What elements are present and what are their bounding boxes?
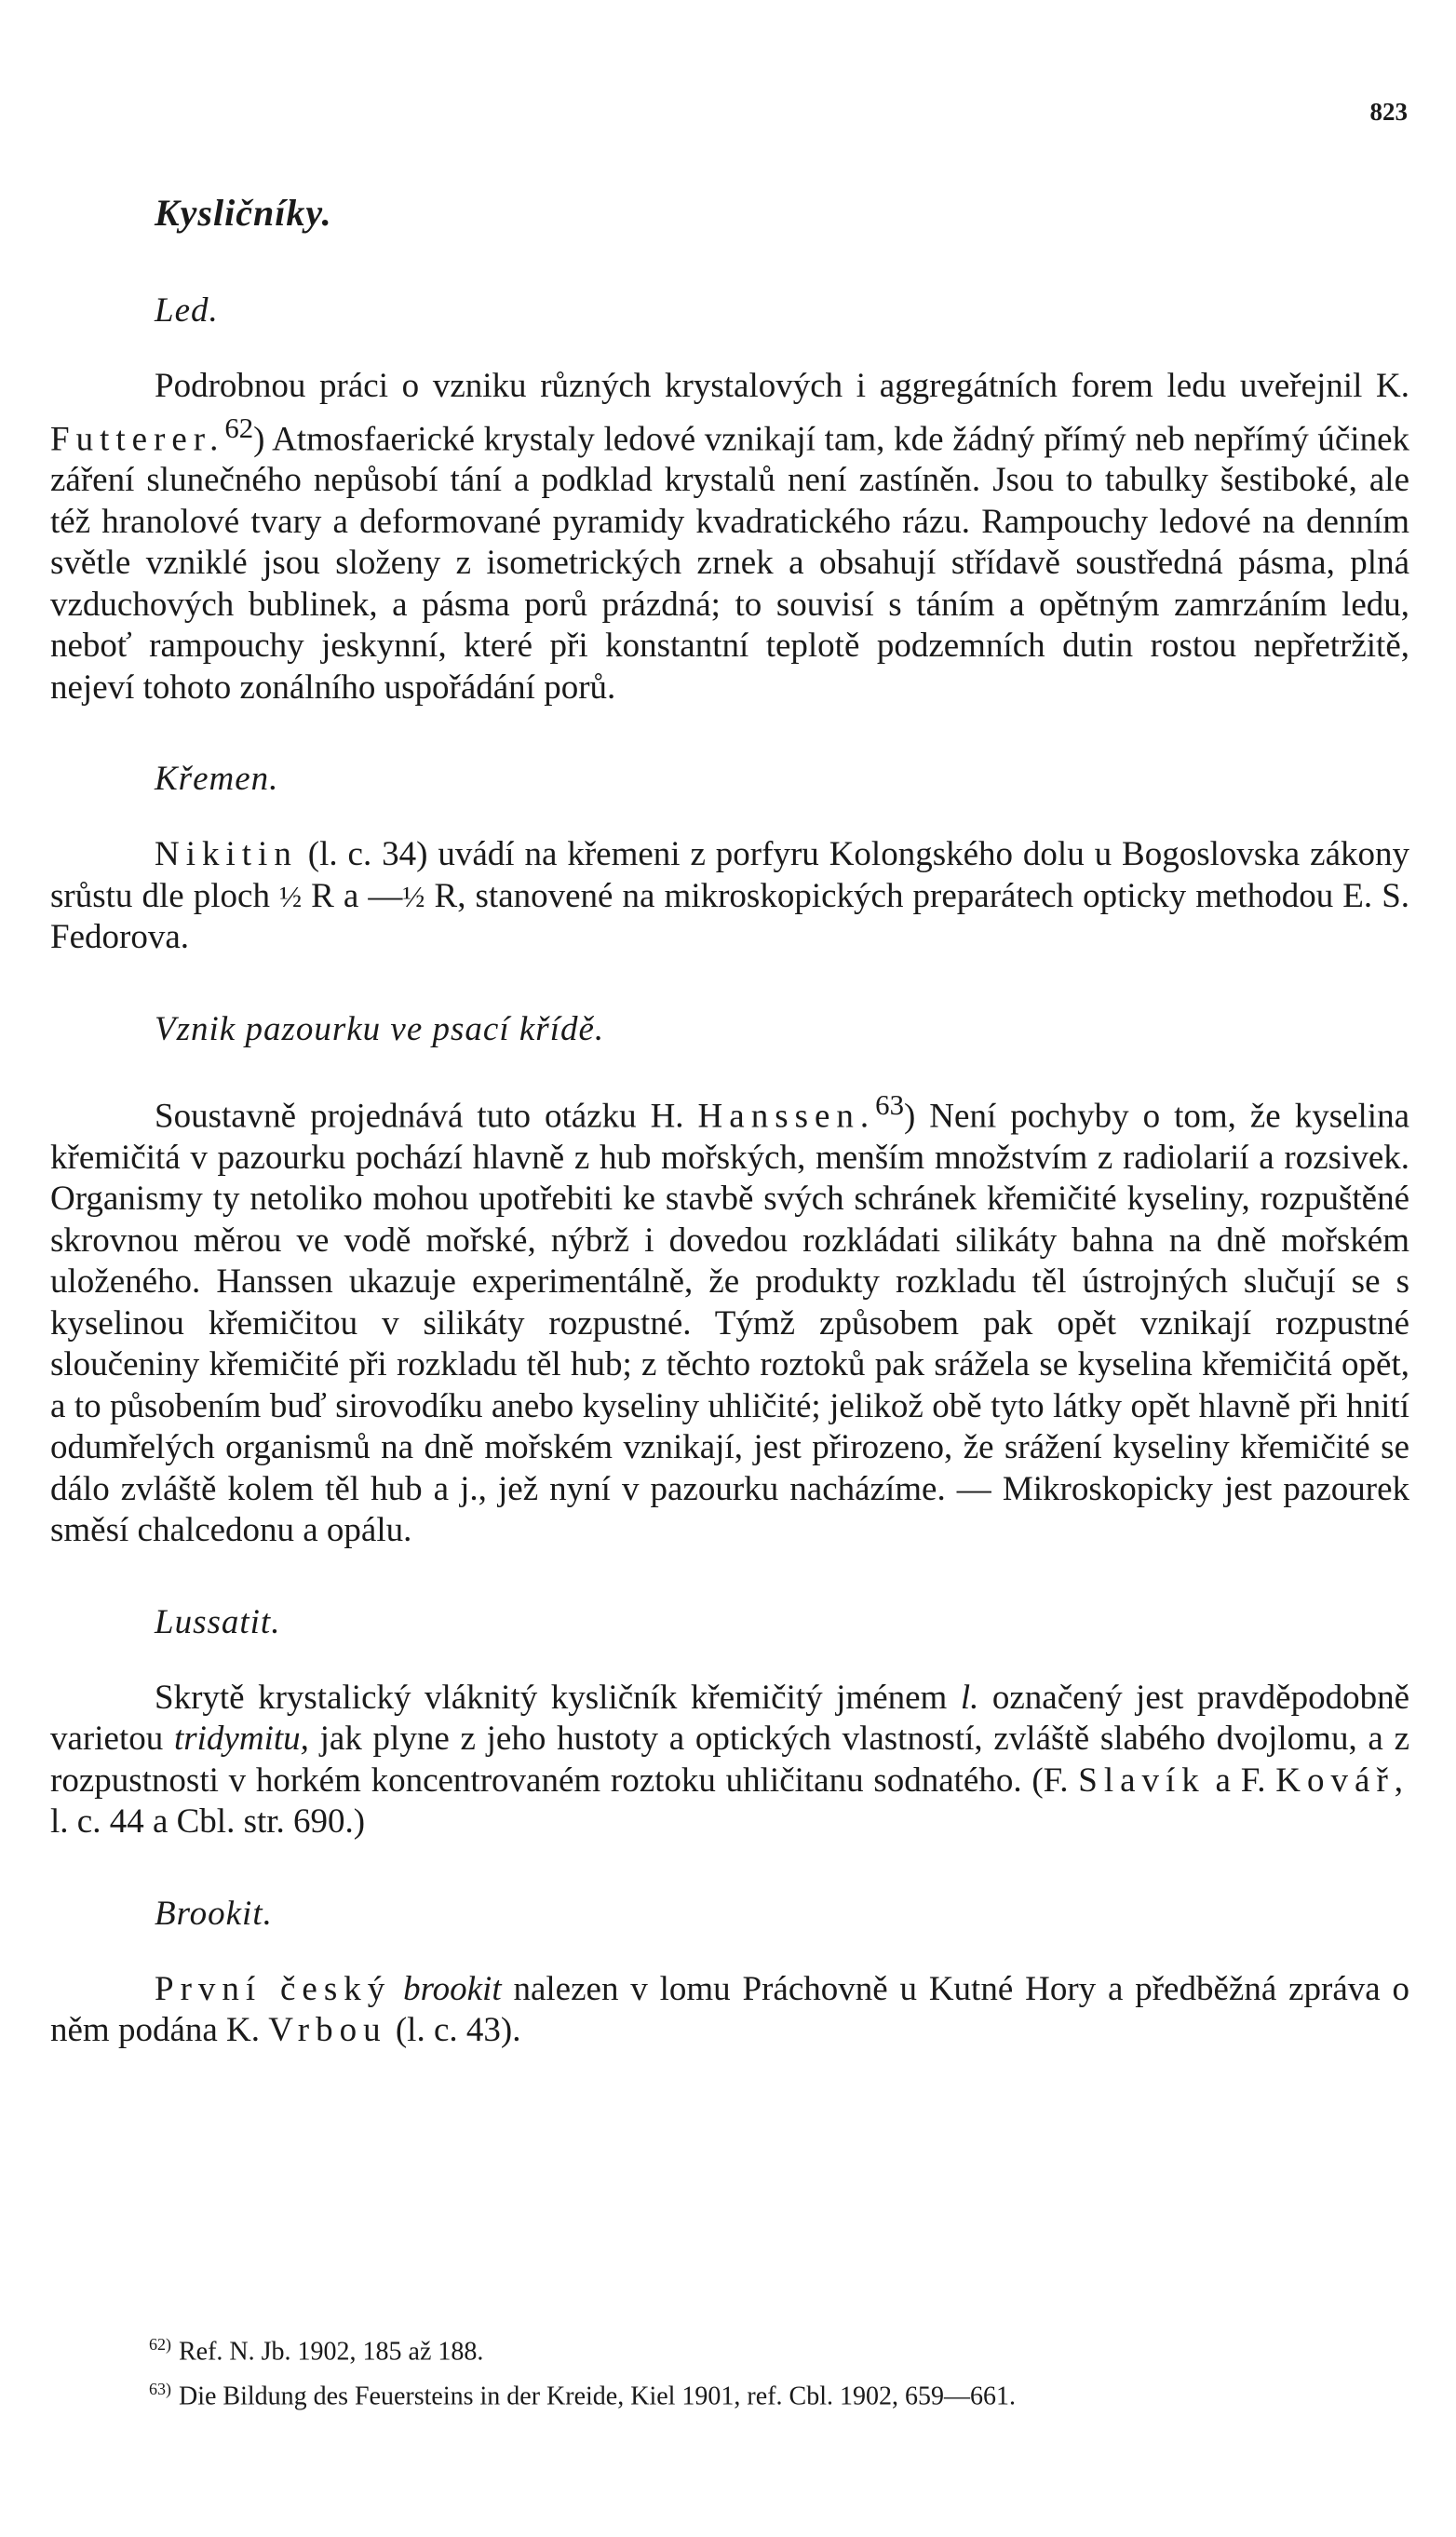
footnote-mark: 62) bbox=[149, 2335, 171, 2354]
footnotes bbox=[149, 2326, 1415, 2416]
footnote: $^{63)}$ Die Bildung des Feuersteins in der Kreide, Kiel 1901, ref. Cbl. 1902, 659—661. bbox=[149, 2380, 1016, 2411]
chapter-title: Kysličníky. bbox=[155, 192, 332, 234]
mineral-name: tridymitu, bbox=[173, 1720, 309, 1759]
author-name: Futterer. bbox=[50, 419, 225, 458]
author-name: Vrbou bbox=[268, 2011, 387, 2050]
fraction: ½ bbox=[402, 879, 425, 913]
section-title-led: Led. bbox=[155, 291, 219, 330]
footnote: $^{62)}$ Ref. N. Jb. 1902, 185 až 188. bbox=[149, 2335, 484, 2367]
author-name: Nikitin bbox=[155, 835, 298, 874]
abbreviation: l. bbox=[960, 1678, 979, 1717]
paragraph-pazourek: Soustavně projednává tuto otázku H. Hanssen.$^{63}$) Není pochyby o tom, že kyselina křemičitá v pazourku pochází hlavně z hub mořských, menším množstvím z radiolarií a rozsivek. Organismy ty netoliko mohou upotřebiti ke stavbě svých schránek křemičité kyseliny, rozpuštěné skrovnou měrou ve vodě mořské, nýbrž i dovedou rozkládati silikáty bahna na dně mořském uloženého. Hanssen ukazuje experimentálně, že produkty rozkladu těl ústrojných slučují se s kyselinou křemičitou v silikáty rozpustné. Týmž způsobem pak opět vznikají rozpustné sloučeniny křemičité při rozkladu těl hub; z těchto roztoků pak srážela se kyselina křemičitá opět, a to působením buď sirovodíku anebo kyseliny uhličité; jelikož obě tyto látky opět hlavně při hnití odumřelých organismů na dně mořském vznikají, jest přirozeno, že srážení kyseliny křemičité se dálo zvláště kolem těl hub a j., jež nyní v pazourku nacházíme. — Mikroskopicky jest pazourek směsí chalcedonu a opálu. bbox=[50, 1088, 1410, 1550]
section-title-kremen: Křemen. bbox=[155, 760, 279, 799]
page-content bbox=[50, 191, 1409, 2102]
paragraph-brookit: První český brookit nalezen v lomu Práchovně u Kutné Hory a předběžná zpráva o něm podána K. Vrbou (l. c. 43). bbox=[50, 1969, 1410, 2050]
paragraph-kremen: Nikitin (l. c. 34) uvádí na křemeni z porfyru Kolongského dolu u Bogoslovska zákony srůstu dle ploch ½ R a —½ R, stanovené na mikroskopických preparátech opticky methodou E. S. Fedorova. bbox=[50, 835, 1410, 957]
mineral-name: brookit bbox=[403, 1969, 502, 2008]
author-name: Kovář, bbox=[1275, 1761, 1410, 1800]
page-number: 823 bbox=[1369, 98, 1408, 126]
footnote-mark: 63) bbox=[149, 2380, 171, 2399]
author-name: Hanssen. bbox=[697, 1097, 876, 1136]
paragraph-led: Podrobnou práci o vzniku různých krystalových i aggregátních forem ledu uveřejnil K. Futterer.$^{62}$) Atmosfaerické krystaly ledové vznikají tam, kde žádný přímý neb nepřímý účinek záření slunečného nepůsobí tání a podklad krystalů není zastíněn. Jsou to tabulky šestiboké, ale též hranolové tvary a deformované pyramidy kvadratického rázu. Rampouchy ledové na denním světle vzniklé jsou složeny z isometrických zrnek a obsahují střídavě soustředná pásma, plná vzduchových bublinek, a pásma porů prázdná; to souvisí s táním a opětným zamrzáním ledu, neboť rampouchy jeskynní, které při konstantní teplotě podzemních dutin rostou nepřetržitě, nejeví tohoto zonálního uspořádání porů. bbox=[50, 367, 1409, 707]
paragraph-lussatit: Skrytě krystalický vláknitý kysličník křemičitý jménem l. označený jest pravděpodobně varietou tridymitu, jak plyne z jeho hustoty a optických vlastností, zvláště slabého dvojlomu, a z rozpustnosti v horkém koncentrovaném roztoku uhličitanu sodnatého. (F. Slavík a F. Kovář, l. c. 44 a Cbl. str. 690.) bbox=[50, 1678, 1410, 1842]
section-title-lussatit: Lussatit. bbox=[155, 1602, 281, 1641]
author-name: Slavík bbox=[1078, 1761, 1206, 1800]
lead-phrase: První český bbox=[155, 1969, 392, 2008]
footnote-ref: 62 bbox=[224, 412, 254, 444]
footnote-ref: 63 bbox=[875, 1088, 904, 1121]
fraction: ½ bbox=[279, 879, 303, 913]
section-title-pazourek: Vznik pazourku ve psací křídě. bbox=[155, 1009, 605, 1048]
section-title-brookit: Brookit. bbox=[155, 1894, 273, 1933]
